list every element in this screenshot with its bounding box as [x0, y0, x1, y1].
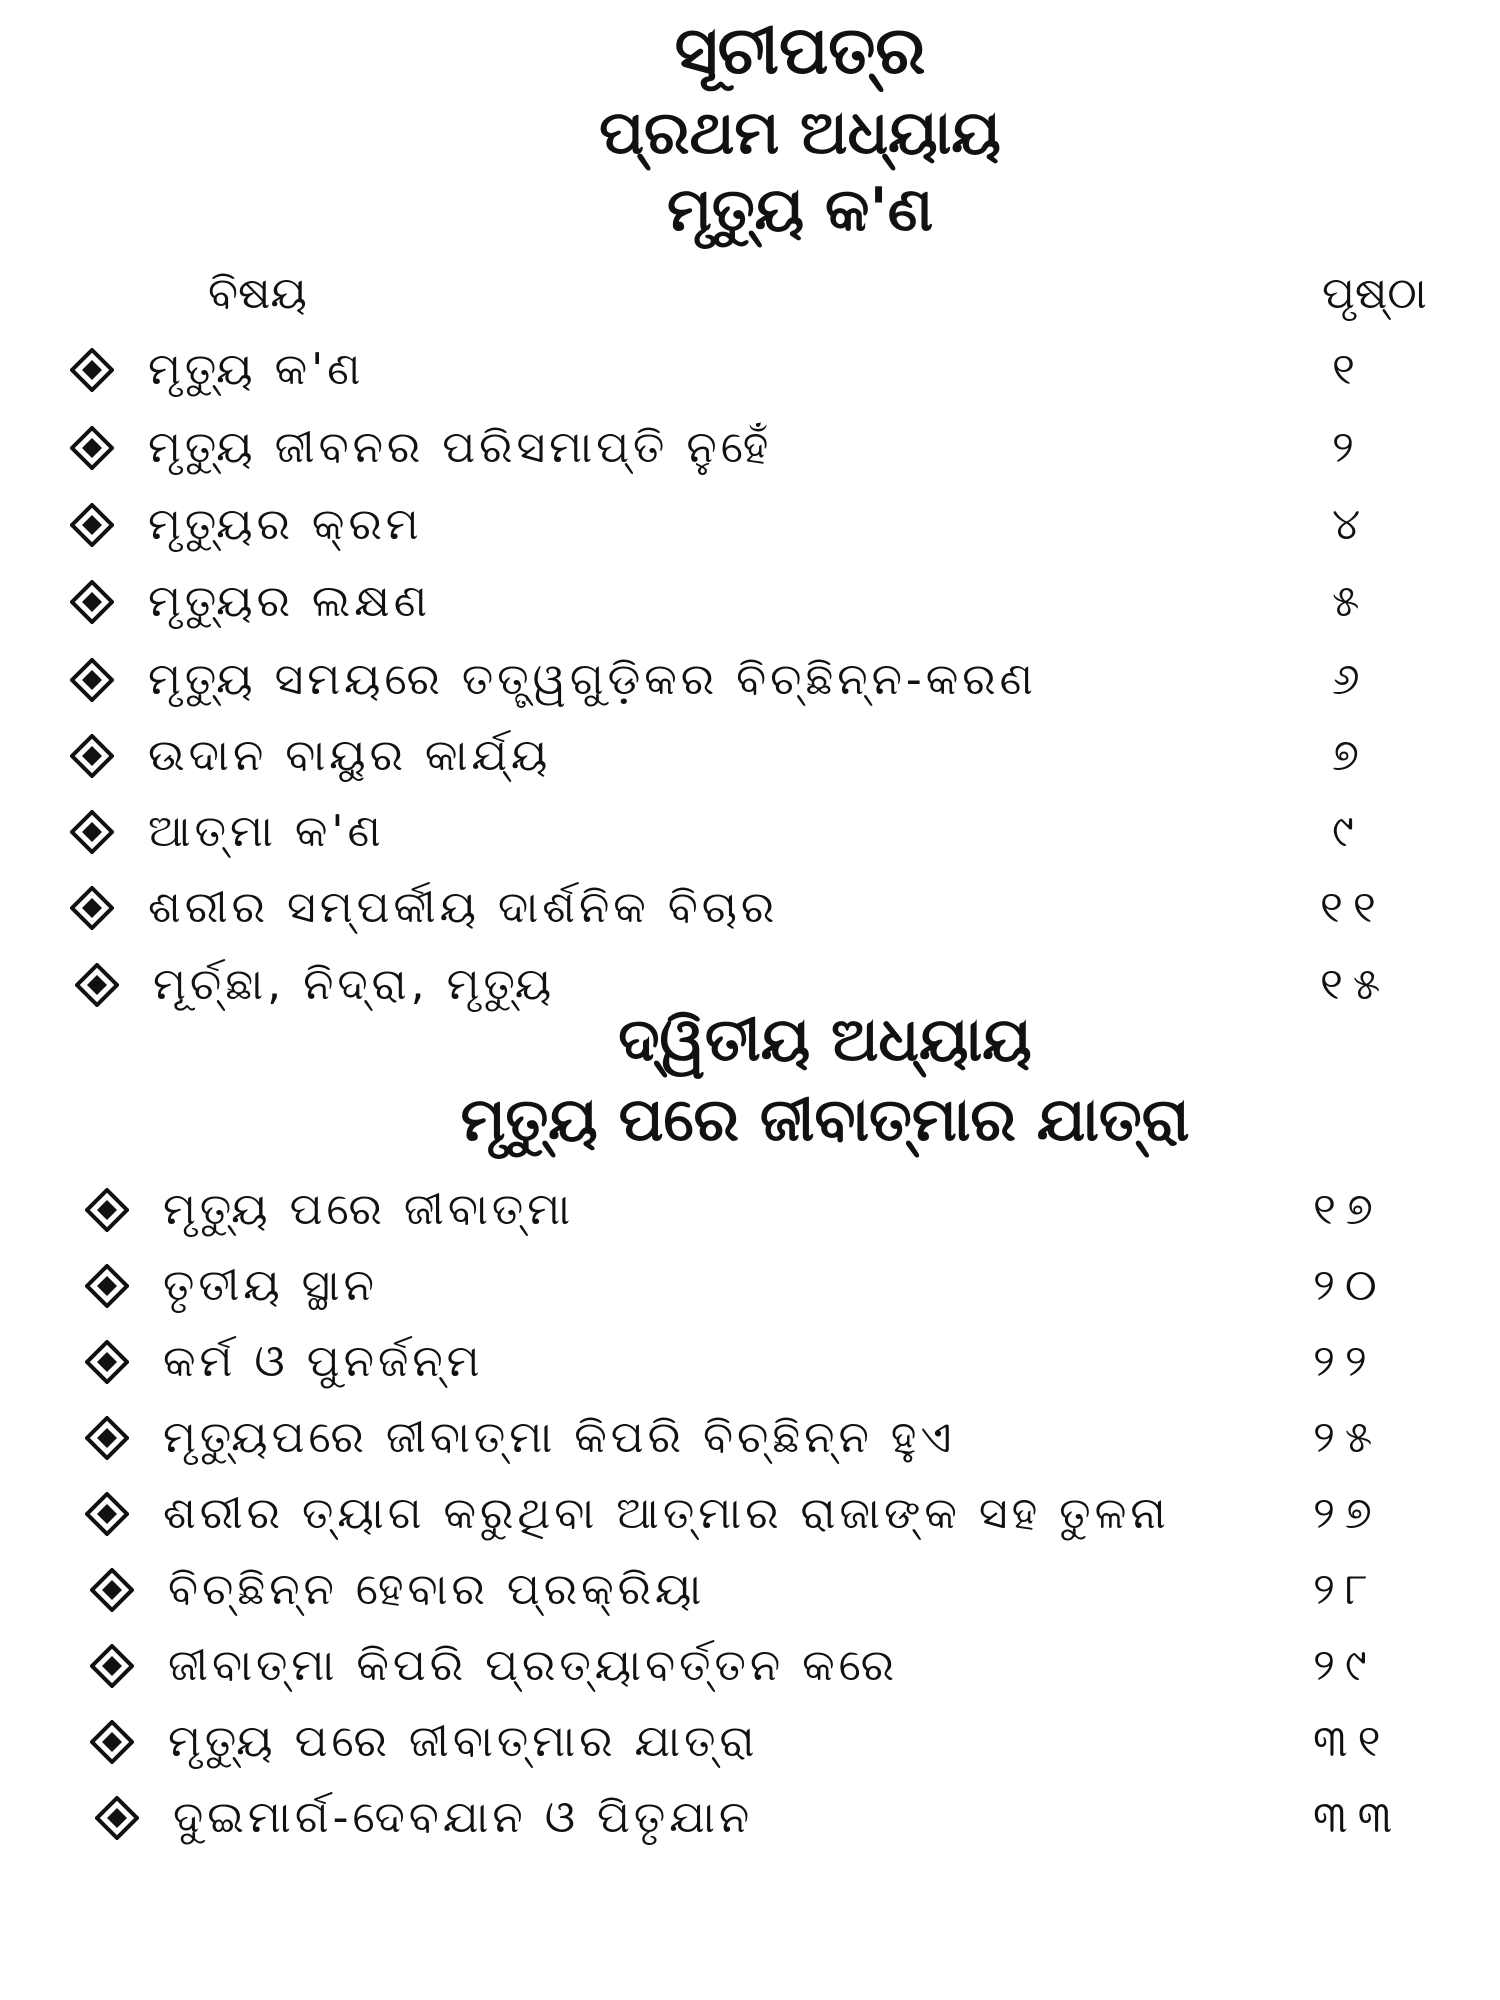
- chapter2-entry: [95, 1788, 1495, 1848]
- entry-label: କର୍ମ ଓ ପୁନର୍ଜନ୍ମ: [163, 1336, 484, 1387]
- diamond-bullet-icon: [70, 810, 114, 854]
- diamond-bullet-icon: [95, 1796, 139, 1840]
- entry-page-number: ୨୯: [1313, 1640, 1377, 1691]
- diamond-bullet-icon: [85, 1492, 129, 1536]
- entry-page-number: ୨୨: [1313, 1336, 1377, 1387]
- entry-page-number: ୨୮: [1313, 1564, 1378, 1615]
- entry-label: ମୃତ୍ୟୁ ପରେ ଜୀବାତ୍ମାର ଯାତ୍ରା: [168, 1716, 759, 1767]
- topic-column-header: ବିଷୟ: [208, 268, 307, 319]
- diamond-bullet-icon: [90, 1644, 134, 1688]
- entry-page-number: ୩୧: [1313, 1716, 1391, 1767]
- page-column-header: ପୃଷ୍ଠା: [1322, 268, 1427, 319]
- chapter2-title: ମୃତ୍ୟୁ ପରେ ଜୀବାତ୍ମାର ଯାତ୍ରା: [460, 1085, 1190, 1155]
- chapter2-entry: [85, 1484, 1485, 1544]
- entry-label: ମୃତ୍ୟୁପରେ ଜୀବାତ୍ମା କିପରି ବିଚ୍ଛିନ୍ନ ହୁଏ: [163, 1412, 956, 1463]
- diamond-bullet-icon: [70, 348, 114, 392]
- entry-page-number: ୨: [1332, 422, 1364, 473]
- entry-page-number: ୨୭: [1313, 1488, 1382, 1539]
- chapter2-entry: [85, 1256, 1485, 1316]
- entry-label: ମୃତ୍ୟୁ ପରେ ଜୀବାତ୍ମା: [163, 1184, 575, 1235]
- diamond-bullet-icon: [85, 1188, 129, 1232]
- chapter2-entry: [90, 1636, 1490, 1696]
- diamond-bullet-icon: [70, 503, 114, 547]
- chapter1-label: ପ୍ରଥମ ଅଧ୍ୟାୟ: [599, 98, 1001, 168]
- entry-page-number: ୧୫: [1320, 959, 1391, 1010]
- entry-page-number: ୪: [1332, 499, 1371, 550]
- entry-page-number: ୫: [1332, 576, 1370, 627]
- entry-label: ମୃତ୍ୟୁ କ'ଣ: [148, 344, 365, 395]
- entry-page-number: ୧୭: [1313, 1184, 1383, 1235]
- diamond-bullet-icon: [90, 1720, 134, 1764]
- entry-label: ଶରୀର ସମ୍ପର୍କୀୟ ଦାର୍ଶନିକ ବିଚାର: [148, 882, 779, 933]
- chapter1-entry: [70, 495, 1470, 555]
- diamond-bullet-icon: [90, 1568, 134, 1612]
- chapter2-label: ଦ୍ୱିତୀୟ ଅଧ୍ୟାୟ: [618, 1005, 1032, 1075]
- chapter2-entry: [90, 1560, 1490, 1620]
- entry-label: ଶରୀର ତ୍ୟାଗ କରୁଥିବା ଆତ୍ମାର ରାଜାଙ୍କ ସହ ତୁଳନା: [163, 1488, 1170, 1539]
- entry-label: ଜୀବାତ୍ମା କିପରି ପ୍ରତ୍ୟାବର୍ତ୍ତନ କରେ: [168, 1640, 899, 1691]
- diamond-bullet-icon: [70, 658, 114, 702]
- diamond-bullet-icon: [70, 734, 114, 778]
- entry-label: ଦୁଇମାର୍ଗ-ଦେବଯାନ ଓ ପିତୃଯାନ: [173, 1792, 754, 1843]
- chapter1-entry: [70, 340, 1470, 400]
- diamond-bullet-icon: [85, 1416, 129, 1460]
- chapter2-entry: [85, 1332, 1485, 1392]
- entry-page-number: ୨୦: [1313, 1260, 1387, 1311]
- diamond-bullet-icon: [75, 963, 119, 1007]
- entry-page-number: ୭: [1332, 730, 1369, 781]
- diamond-bullet-icon: [70, 886, 114, 930]
- entry-page-number: ୧: [1332, 344, 1365, 395]
- chapter2-entry: [90, 1712, 1490, 1772]
- chapter1-entry: [70, 726, 1470, 786]
- chapter1-entry: [70, 878, 1470, 938]
- entry-label: ମୃତ୍ୟୁ ଜୀବନର ପରିସମାପ୍ତି ନୁହେଁ: [148, 422, 773, 473]
- chapter1-entry: [70, 572, 1470, 632]
- diamond-bullet-icon: [70, 426, 114, 470]
- entry-label: ମୂର୍ଚ୍ଛା, ନିଦ୍ରା, ମୃତ୍ୟୁ: [153, 959, 556, 1010]
- entry-label: ମୃତ୍ୟୁର କ୍ରମ: [148, 499, 423, 550]
- entry-label: ବିଚ୍ଛିନ୍ନ ହେବାର ପ୍ରକ୍ରିୟା: [168, 1564, 706, 1615]
- entry-page-number: ୬: [1332, 654, 1370, 705]
- chapter1-title: ମୃତ୍ୟୁ କ'ଣ: [666, 175, 934, 245]
- diamond-bullet-icon: [70, 580, 114, 624]
- entry-page-number: ୩୩: [1313, 1792, 1403, 1843]
- entry-page-number: ୧୧: [1320, 882, 1386, 933]
- chapter1-entry: [70, 802, 1470, 862]
- chapter1-entry: [70, 650, 1470, 710]
- entry-page-number: ୨୫: [1313, 1412, 1383, 1463]
- entry-label: ତୃତୀୟ ସ୍ଥାନ: [163, 1260, 378, 1311]
- entry-page-number: ୯: [1332, 806, 1364, 857]
- book-title: ସୂଚୀପତ୍ର: [674, 12, 926, 89]
- entry-label: ମୃତ୍ୟୁର ଲକ୍ଷଣ: [148, 576, 432, 627]
- diamond-bullet-icon: [85, 1340, 129, 1384]
- chapter2-entry: [85, 1408, 1485, 1468]
- diamond-bullet-icon: [85, 1264, 129, 1308]
- chapter1-entry: [70, 418, 1470, 478]
- chapter2-entry: [85, 1180, 1485, 1240]
- entry-label: ଉଦାନ ବାୟୁର କାର୍ଯ୍ୟ: [148, 730, 552, 781]
- entry-label: ମୃତ୍ୟୁ ସମୟରେ ତତ୍ତ୍ୱଗୁଡ଼ିକର ବିଚ୍ଛିନ୍ନ-କରଣ: [148, 654, 1037, 705]
- entry-label: ଆତ୍ମା କ'ଣ: [148, 806, 385, 857]
